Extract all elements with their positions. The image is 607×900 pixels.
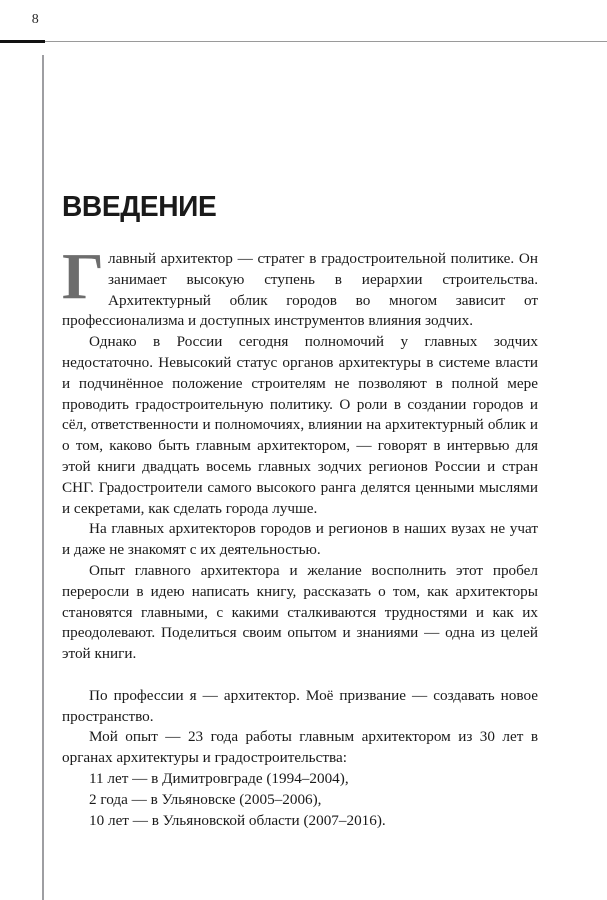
paragraph-5: По профессии я — архитектор. Моё призвание — создавать новое пространство. bbox=[62, 686, 538, 725]
chapter-title: ВВЕДЕНИЕ bbox=[62, 191, 217, 223]
list-item: 11 лет — в Димитровграде (1994–2004), bbox=[89, 769, 349, 787]
paragraph-1-text: лавный архитектор — стратег в градостроительной политике. Он занимает высокую ступень в иерархии строительства. Архитектурный облик городов во многом зависит от профессионализма и доступных инструментов влияния зодчих. bbox=[62, 250, 538, 330]
paragraph-3: На главных архитекторов городов и регионов в наших вузах не учат и даже не знакомят с их деятельностью. bbox=[62, 520, 538, 559]
list-item: 10 лет — в Ульяновской области (2007–2016). bbox=[89, 811, 386, 829]
paragraph-6: Мой опыт — 23 года работы главным архитектором из 30 лет в органах архитектуры и градостроительства: bbox=[62, 728, 538, 767]
page-number: 8 bbox=[31, 12, 39, 27]
drop-cap-letter: Г bbox=[62, 240, 104, 313]
folio-thick-rule bbox=[0, 40, 45, 43]
paragraph-2: Однако в России сегодня полномочий у главных зодчих недостаточно. Невысокий статус органов архитектуры в системе власти и подчинённое положение строителям не позволяют в полной мере проводить градостроительную политику. О роли в создании городов и сёл, ответственности и полномочиях, влиянии на архитектурный облик и о том, каково быть главным архитектором, — говорят в интервью для этой книги двадцать восемь главных зодчих регионов России и стран СНГ. Градостроители самого высокого ранга делятся ценными мыслями и секретами, как сделать города лучше. bbox=[62, 333, 538, 517]
folio-block bbox=[0, 0, 45, 42]
paragraph-4: Опыт главного архитектора и желание восполнить этот пробел переросли в идею написать книгу, рассказать о том, как архитекторы становятся главными, с какими сталкиваются трудностями и как их преодолевают. Поделиться своим опытом и знаниями — одна из целей этой книги. bbox=[62, 561, 538, 663]
header-horizontal-rule bbox=[45, 41, 607, 42]
list-item: 2 года — в Ульяновске (2005–2006), bbox=[89, 790, 322, 808]
paragraph-1 bbox=[62, 240, 538, 332]
margin-vertical-rule bbox=[42, 55, 44, 900]
body-text bbox=[62, 240, 538, 831]
